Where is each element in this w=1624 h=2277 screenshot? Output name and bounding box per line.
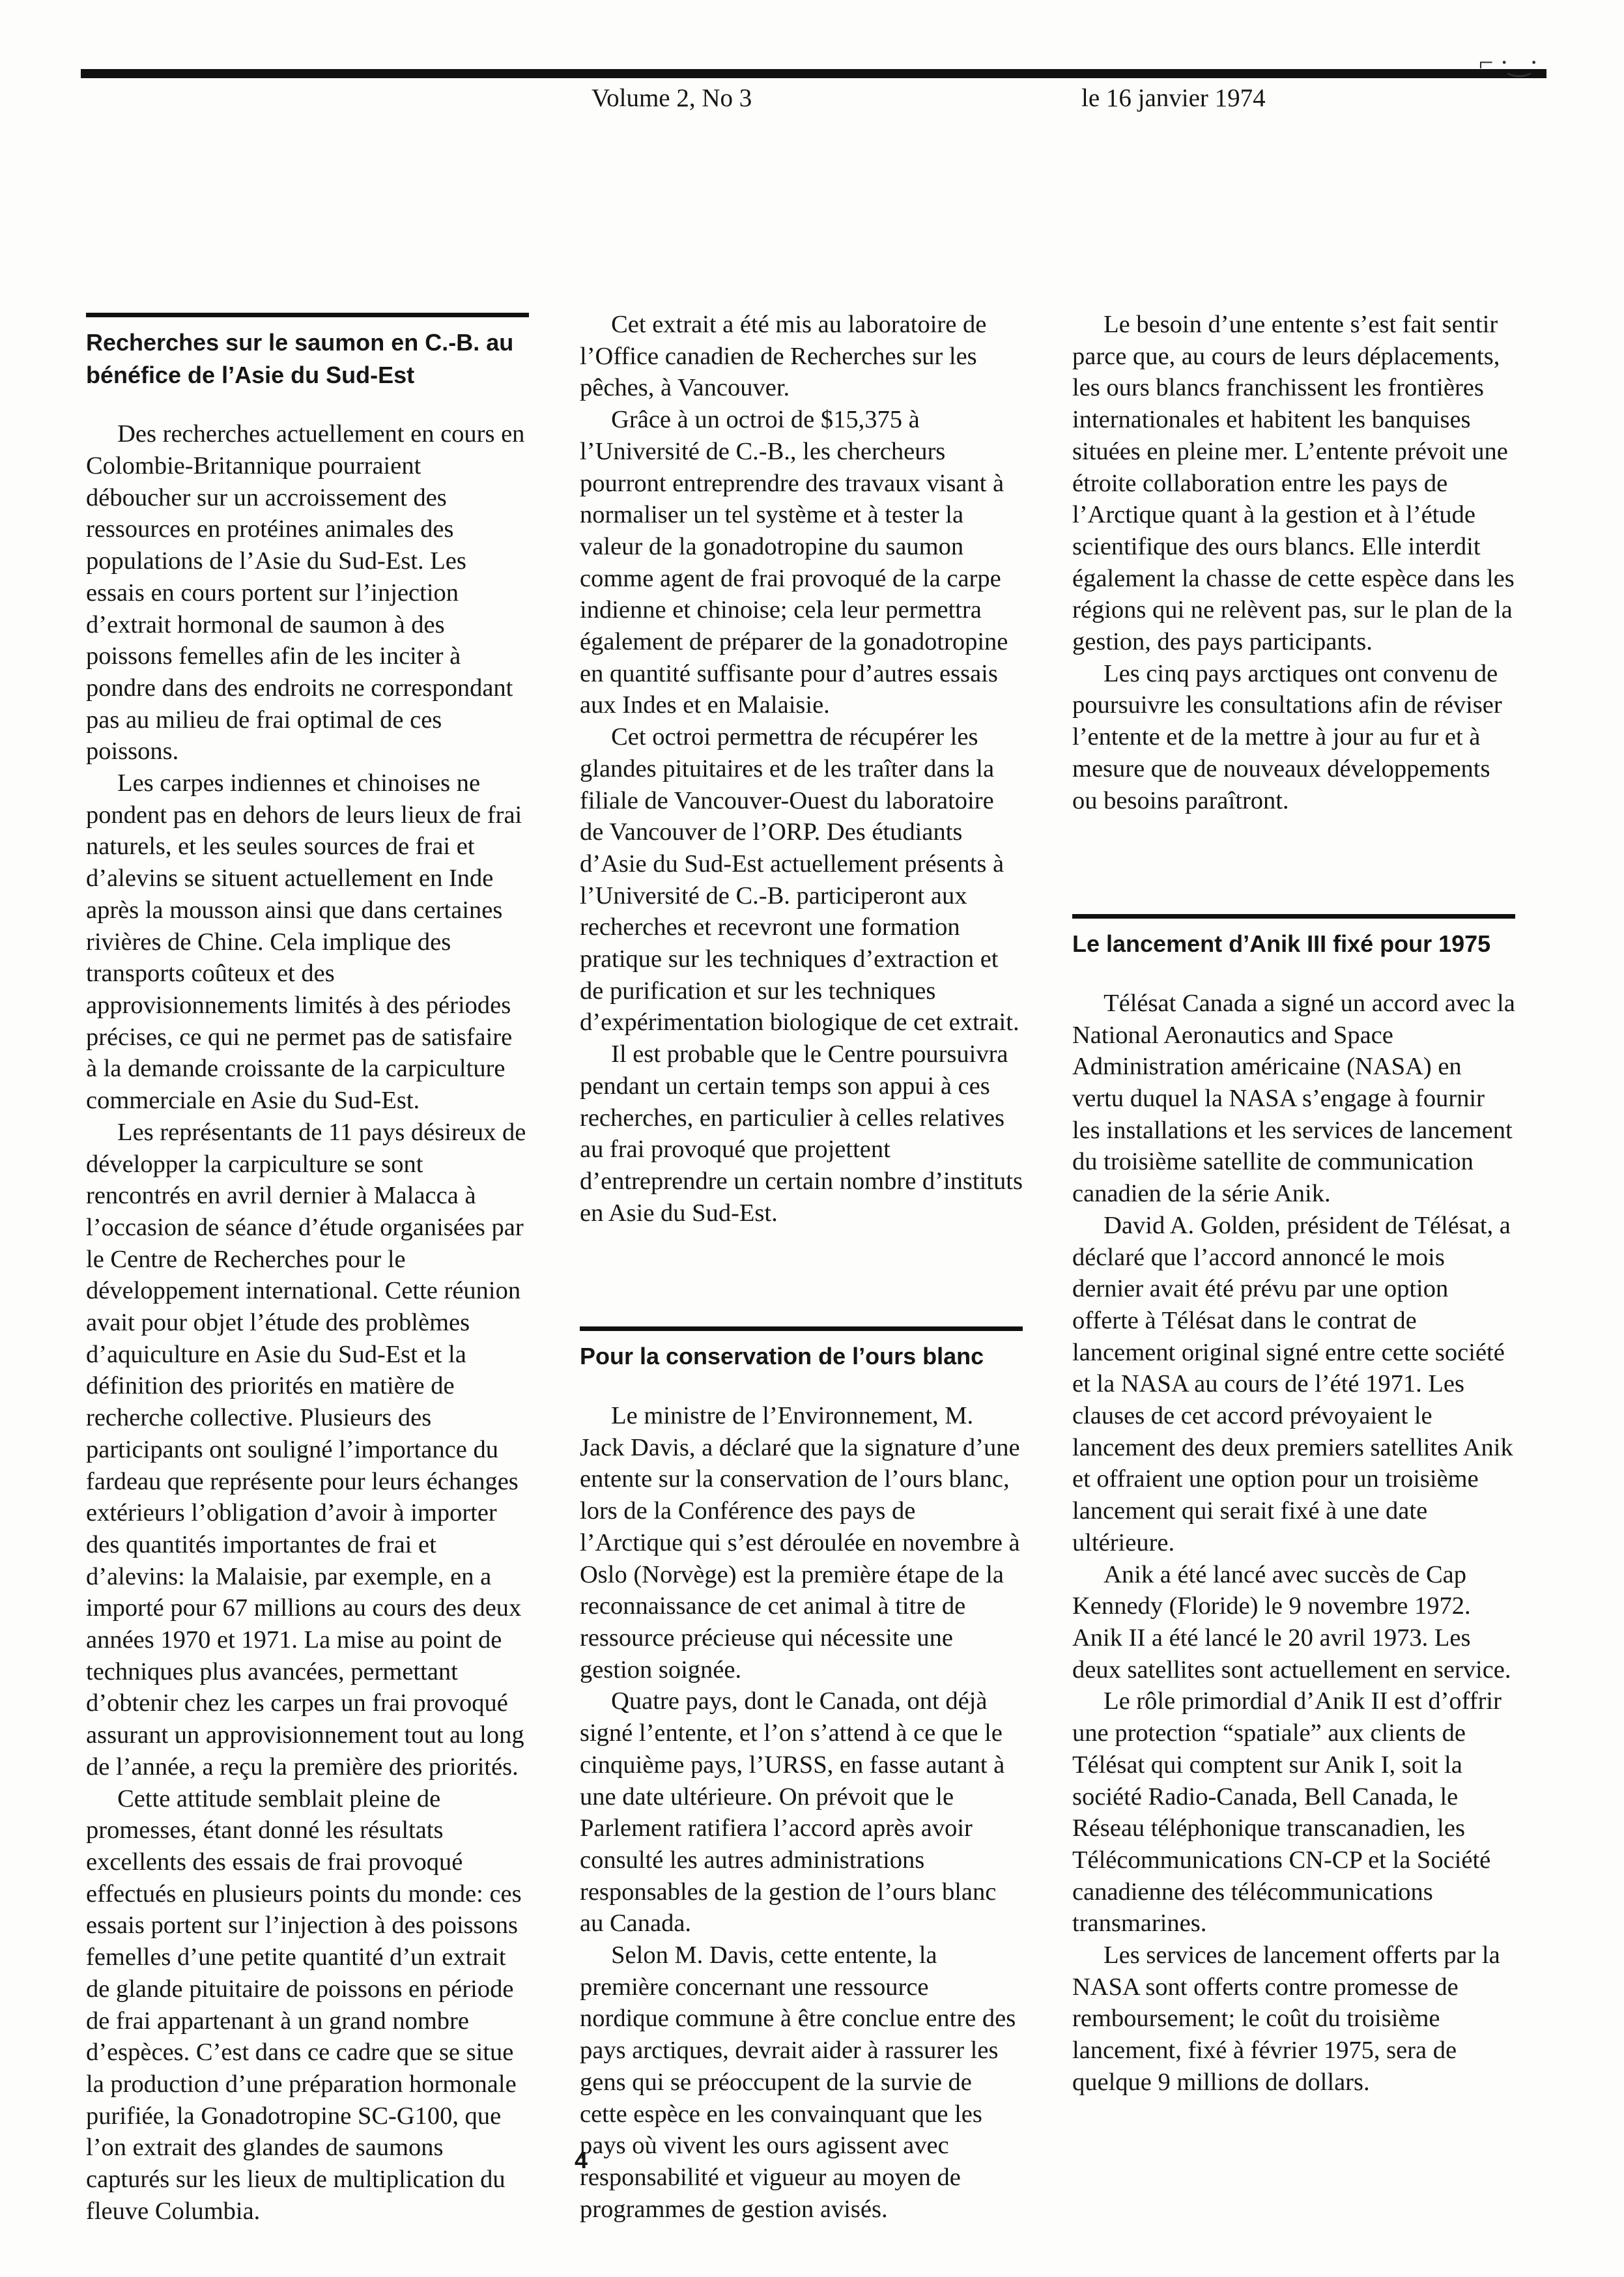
column-2 — [580, 309, 1023, 2225]
scan-mark: ⌐ ·‿· — [1479, 48, 1539, 77]
paragraph: Le besoin d’une entente s’est fait sentir parce que, au cours de leurs déplacements, les ours blancs franchissent les frontières internationales et habitent les banquises situées en pleine mer. L’entente prévoit une étroite collaboration entre les pays de l’Arctique quant à la gestion et à l’étude scientifique des ours blancs. Elle interdit également la chasse de cette espèce dans les régions qui ne relèvent pas, sur le plan de la gestion, des pays participants. — [1072, 311, 1515, 656]
paragraph: Selon M. Davis, cette entente, la première concernant une ressource nordique commune à être conclue entre des pays arctiques, devrait aider à rassurer les gens qui se préoccupent de la survie de cette espèce en les convainquant que les pays où vivent les ours agissent avec responsabilité et vigueur au moyen de programmes de gestion avisés. — [580, 1941, 1016, 2223]
article-rule — [1072, 914, 1515, 919]
paragraph: Cet octroi permettra de récupérer les glandes pituitaires et de les traîter dans la filiale de Vancouver-Ouest du laboratoire de Vancouver de l’ORP. Des étudiants d’Asie du Sud-Est actuellement présents à l’Université de C.-B. participeront aux recherches et recevront une formation pratique sur les techniques d’extraction et de purification et sur les techniques d’expérimentation biologique de cet extrait. — [580, 723, 1019, 1037]
paragraph: Il est probable que le Centre poursuivra pendant un certain temps son appui à ces recherches, en particulier à celles relatives au frai provoqué que projettent d’entreprendre un certain nombre d’instituts en Asie du Sud-Est. — [580, 1040, 1023, 1227]
paragraph: Cet extrait a été mis au laboratoire de l’Office canadien de Recherches sur les pêches, à Vancouver. — [580, 311, 987, 402]
paragraph: Les cinq pays arctiques ont convenu de poursuivre les consultations afin de réviser l’entente et de la mettre à jour au fur et à mesure que de nouveaux développements ou besoins paraîtront. — [1072, 659, 1502, 814]
column-1 — [86, 313, 529, 2227]
paragraph: David A. Golden, président de Télésat, a déclaré que l’accord annoncé le mois dernier avait été prévu par une option offerte à Télésat dans le contrat de lancement original signé entre cette société et la NASA au cours de l’été 1971. Les clauses de cet accord prévoyaient le lancement des deux premiers satellites Anik et offraient une option pour un troisième lancement qui serait fixé à une date ultérieure. — [1072, 1211, 1513, 1556]
page-number: 4 — [575, 2147, 588, 2173]
article-title-salmon: Recherches sur le saumon en C.-B. au bénéfice de l’Asie du Sud-Est — [86, 329, 514, 388]
paragraph: Anik a été lancé avec succès de Cap Kennedy (Floride) le 9 novembre 1972. Anik II a été lancé le 20 avril 1973. Les deux satellites sont actuellement en service. — [1072, 1560, 1511, 1683]
paragraph: Les services de lancement offerts par la NASA sont offerts contre promesse de remboursement; le coût du troisième lancement, fixé à février 1975, sera de quelque 9 millions de dollars. — [1072, 1941, 1500, 2096]
article-rule — [86, 313, 529, 317]
column-3 — [1072, 309, 1515, 2098]
paragraph: Les représentants de 11 pays désireux de développer la carpiculture se sont rencontrés en avril dernier à Malacca à l’occasion de séance d’étude organisées par le Centre de Recherches pour le développement international. Cette réunion avait pour objet l’étude des problèmes d’aquiculture en Asie du Sud-Est et la définition des priorités en matière de recherche collective. Plusieurs des participants ont souligné l’importance du fardeau que représente pour leurs échanges extérieurs l’obligation d’avoir à importer des quantités importantes de frai et d’alevins: la Malaisie, par exemple, en a importé pour 67 millions au cours des deux années 1970 et 1971. La mise au point de techniques plus avancées, permettant d’obtenir chez les carpes un frai provoqué assurant un approvisionnement tout au long de l’année, a reçu la première des priorités. — [86, 1118, 526, 1781]
paragraph: Le rôle primordial d’Anik II est d’offrir une protection “spatiale” aux clients de Télésat qui comptent sur Anik I, soit la société Radio-Canada, Bell Canada, le Réseau téléphonique transcanadien, les Télécommunications CN-CP et la Société canadienne des télécommunications transmarines. — [1072, 1687, 1502, 1938]
paragraph: Le ministre de l’Environnement, M. Jack Davis, a déclaré que la signature d’une entente sur la conservation de l’ours blanc, lors de la Conférence des pays de l’Arctique qui s’est déroulée en novembre à Oslo (Norvège) est la première étape de la reconnaissance de cet animal à titre de ressource précieuse qui nécessite une gestion soignée. — [580, 1402, 1020, 1683]
spacer — [580, 1229, 1023, 1326]
article-rule — [580, 1326, 1023, 1331]
article-title-polar-bear: Pour la conservation de l’ours blanc — [580, 1343, 984, 1370]
paragraph: Des recherches actuellement en cours en Colombie-Britannique pourraient déboucher sur un accroissement des ressources en protéines animales des populations de l’Asie du Sud-Est. Les essais en cours portent sur l’injection d’extrait hormonal de saumon à des poissons femelles afin de les inciter à pondre dans des endroits ne correspondant pas au milieu de frai optimal de ces poissons. — [86, 420, 525, 766]
article-title-anik: Le lancement d’Anik III fixé pour 1975 — [1072, 930, 1491, 958]
spacer — [1072, 816, 1515, 914]
paragraph: Les carpes indiennes et chinoises ne pondent pas en dehors de leurs lieux de frai naturels, et les seules sources de frai et d’alevins se situent actuellement en Inde après la mousson ainsi que dans certaines rivières de Chine. Cela implique des transports coûteux et des approvisionnements limités à des périodes précises, ce qui ne permet pas de satisfaire à la demande croissante de la carpiculture commerciale en Asie du Sud-Est. — [86, 769, 522, 1115]
volume-number: Volume 2, No 3 — [591, 84, 752, 112]
paragraph: Grâce à un octroi de $15,375 à l’Université de C.-B., les chercheurs pourront entreprendre des travaux visant à normaliser un tel système et à tester la valeur de la gonadotropine du saumon comme agent de frai provoqué de la carpe indienne et chinoise; cela leur permettra également de préparer de la gonadotropine en quantité suffisante pour d’autres essais aux Indes et en Malaisie. — [580, 406, 1008, 719]
issue-date: le 16 janvier 1974 — [1081, 84, 1266, 112]
paragraph: Télésat Canada a signé un accord avec la National Aeronautics and Space Administration américaine (NASA) en vertu duquel la NASA s’engage à fournir les installations et les services de lancement du troisième satellite de communication canadien de la série Anik. — [1072, 989, 1515, 1208]
paragraph: Cette attitude semblait pleine de promesses, étant donné les résultats excellents des essais de frai provoqué effectués en plusieurs points du monde: ces essais portent sur l’injection à des poissons femelles d’une petite quantité d’un extrait de glande pituitaire de poissons en période de frai appartenant à un grand nombre d’espèces. C’est dans ce cadre que se situe la production d’une préparation hormonale purifiée, la Gonadotropine SC-G100, que l’on extrait des glandes de saumons capturés sur les lieux de multiplication du fleuve Columbia. — [86, 1784, 522, 2225]
masthead-rule — [81, 69, 1546, 78]
paragraph: Quatre pays, dont le Canada, ont déjà signé l’entente, et l’on s’attend à ce que le cinquième pays, l’URSS, en fasse autant à une date ultérieure. On prévoit que le Parlement ratifiera l’accord après avoir consulté les autres administrations responsables de la gestion de l’ours blanc au Canada. — [580, 1687, 1005, 1938]
